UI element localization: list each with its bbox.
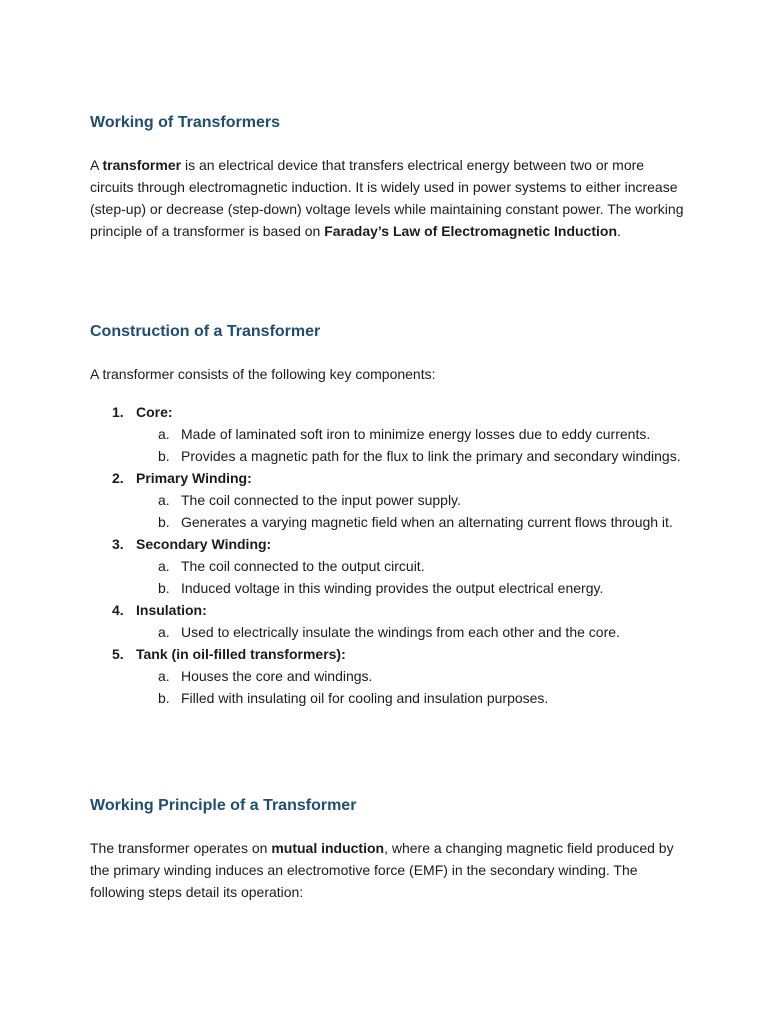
- list-number: 5.: [112, 646, 124, 662]
- sub-letter: b.: [158, 690, 170, 706]
- paragraph-transformer-intro: [90, 154, 690, 242]
- list-number: 3.: [112, 536, 124, 552]
- sub-list: [136, 423, 690, 467]
- text-run: The transformer operates on: [90, 840, 272, 856]
- sub-letter: a.: [158, 426, 170, 442]
- sub-text: Filled with insulating oil for cooling and insulation purposes.: [181, 690, 549, 706]
- heading-working-of-transformers: Working of Transformers: [90, 114, 280, 131]
- component-title: Tank (in oil-filled transformers):: [136, 646, 346, 662]
- components-list: [90, 401, 690, 709]
- sub-text: The coil connected to the output circuit.: [181, 558, 425, 574]
- paragraph-components-intro: A transformer consists of the following key components:: [90, 366, 436, 382]
- sub-list: [136, 489, 690, 533]
- sub-item: [136, 687, 690, 709]
- text-run: .: [617, 223, 621, 239]
- sub-item: [136, 665, 690, 687]
- text-run: A: [90, 157, 103, 173]
- bold-term-faradays-law: Faraday’s Law of Electromagnetic Induction: [324, 223, 617, 239]
- component-title: Primary Winding:: [136, 470, 252, 486]
- sub-list: [136, 621, 690, 643]
- sub-letter: a.: [158, 668, 170, 684]
- sub-item: [136, 555, 690, 577]
- sub-item: [136, 577, 690, 599]
- list-number: 1.: [112, 404, 124, 420]
- sub-list: [136, 665, 690, 709]
- component-title: Core:: [136, 404, 173, 420]
- sub-text: Used to electrically insulate the windings from each other and the core.: [181, 624, 620, 640]
- sub-item: [136, 511, 690, 533]
- sub-item: [136, 445, 690, 467]
- component-item-tank: [90, 643, 690, 709]
- sub-text: Generates a varying magnetic field when an alternating current flows through it.: [181, 514, 673, 530]
- sub-text: Provides a magnetic path for the flux to link the primary and secondary windings.: [181, 448, 681, 464]
- component-title: Secondary Winding:: [136, 536, 272, 552]
- sub-text: Induced voltage in this winding provides the output electrical energy.: [181, 580, 604, 596]
- sub-text: Houses the core and windings.: [181, 668, 373, 684]
- component-item-core: [90, 401, 690, 467]
- paragraph-mutual-induction: [90, 837, 690, 903]
- sub-item: [136, 621, 690, 643]
- sub-letter: a.: [158, 624, 170, 640]
- text-run: is an electrical device that transfers electrical energy between two or more circuits through electromagnetic induction. It is widely used in power systems to either increase (step-up) or decrease (step-down) voltage levels while maintaining constant power. The working principle of a transformer is based on: [90, 157, 684, 239]
- sub-item: [136, 489, 690, 511]
- sub-text: Made of laminated soft iron to minimize energy losses due to eddy currents.: [181, 426, 651, 442]
- component-title: Insulation:: [136, 602, 207, 618]
- list-number: 2.: [112, 470, 124, 486]
- sub-letter: b.: [158, 514, 170, 530]
- component-item-primary-winding: [90, 467, 690, 533]
- bold-term-transformer: transformer: [102, 157, 182, 173]
- sub-letter: a.: [158, 492, 170, 508]
- sub-text: The coil connected to the input power supply.: [181, 492, 461, 508]
- sub-item: [136, 423, 690, 445]
- sub-letter: b.: [158, 580, 170, 596]
- list-number: 4.: [112, 602, 124, 618]
- heading-working-principle: Working Principle of a Transformer: [90, 797, 357, 814]
- text-run: , where a changing magnetic field produced by the primary winding induces an electromotive force (EMF) in the secondary winding. The following steps detail its operation:: [90, 840, 674, 900]
- component-item-secondary-winding: [90, 533, 690, 599]
- sub-list: [136, 555, 690, 599]
- heading-construction: Construction of a Transformer: [90, 323, 321, 340]
- component-item-insulation: [90, 599, 690, 643]
- sub-letter: a.: [158, 558, 170, 574]
- sub-letter: b.: [158, 448, 170, 464]
- bold-term-mutual-induction: mutual induction: [271, 840, 385, 856]
